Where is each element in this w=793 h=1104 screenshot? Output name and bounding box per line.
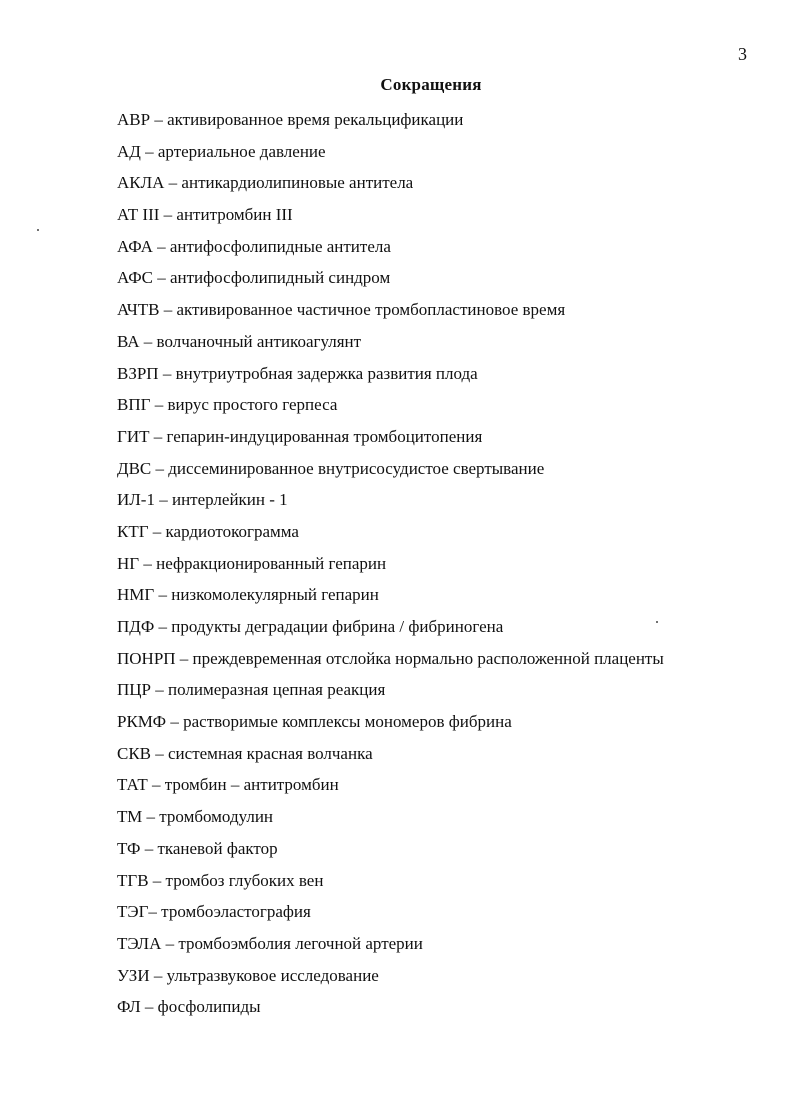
abbreviation-item: ТМ – тромбомодулин xyxy=(117,807,274,827)
scan-speck xyxy=(656,621,658,623)
abbreviation-item: РКМФ – растворимые комплексы мономеров фибрина xyxy=(117,712,512,732)
abbreviation-item: АВР – активированное время рекальцификации xyxy=(117,110,464,129)
abbreviation-item: АФС – антифосфолипидный синдром xyxy=(117,268,391,288)
abbreviation-item: ДВС – диссеминированное внутрисосудистое свертывание xyxy=(117,458,545,478)
abbreviation-item: ПОНРП – преждевременная отслойка нормально расположенной плаценты xyxy=(117,648,664,668)
abbreviation-item: ФЛ – фосфолипиды xyxy=(117,997,261,1017)
abbreviation-item: ТЭГ– тромбоэластография xyxy=(117,902,311,922)
abbreviation-item: ИЛ-1 – интерлейкин - 1 xyxy=(117,490,288,510)
abbreviation-item: ТГВ – тромбоз глубоких вен xyxy=(117,870,324,890)
abbreviation-item: ПЦР – полимеразная цепная реакция xyxy=(117,680,386,700)
abbreviation-item: ВЗРП – внутриутробная задержка развития плода xyxy=(117,363,478,383)
abbreviation-item: АФА – антифосфолипидные антитела xyxy=(117,236,391,256)
abbreviation-item: ТФ – тканевой фактор xyxy=(117,838,278,858)
abbreviation-list xyxy=(117,109,664,1028)
abbreviation-item: ТЭЛА – тромбоэмболия легочной артерии xyxy=(117,933,423,953)
abbreviation-item: АКЛА – антикардиолипиновые антитела xyxy=(117,173,414,193)
abbreviation-item: АД – артериальное давление xyxy=(117,141,326,161)
abbreviation-item: УЗИ – ультразвуковое исследование xyxy=(117,965,379,985)
abbreviation-item: ВПГ – вирус простого герпеса xyxy=(117,395,338,415)
abbreviation-item: АЧТВ – активированное частичное тромбопластиновое время xyxy=(117,300,566,320)
abbreviation-item: ГИТ – гепарин-индуцированная тромбоцитопения xyxy=(117,426,483,446)
abbreviation-item: КТГ – кардиотокограмма xyxy=(117,521,299,541)
scan-speck xyxy=(37,229,39,231)
abbreviation-item: АТ III – антитромбин III xyxy=(117,205,293,225)
abbreviation-item: СКВ – системная красная волчанка xyxy=(117,743,373,763)
abbreviation-item: ПДФ – продукты деградации фибрина / фибриногена xyxy=(117,617,504,636)
abbreviation-item: ТАТ – тромбин – антитромбин xyxy=(117,775,339,795)
abbreviation-item: НМГ – низкомолекулярный гепарин xyxy=(117,585,379,605)
abbreviation-item: НГ – нефракционированный гепарин xyxy=(117,553,387,573)
page-number: 3 xyxy=(738,44,747,64)
abbreviation-item: ВА – волчаночный антикоагулянт xyxy=(117,331,362,351)
page-title: Сокращения xyxy=(380,75,482,94)
